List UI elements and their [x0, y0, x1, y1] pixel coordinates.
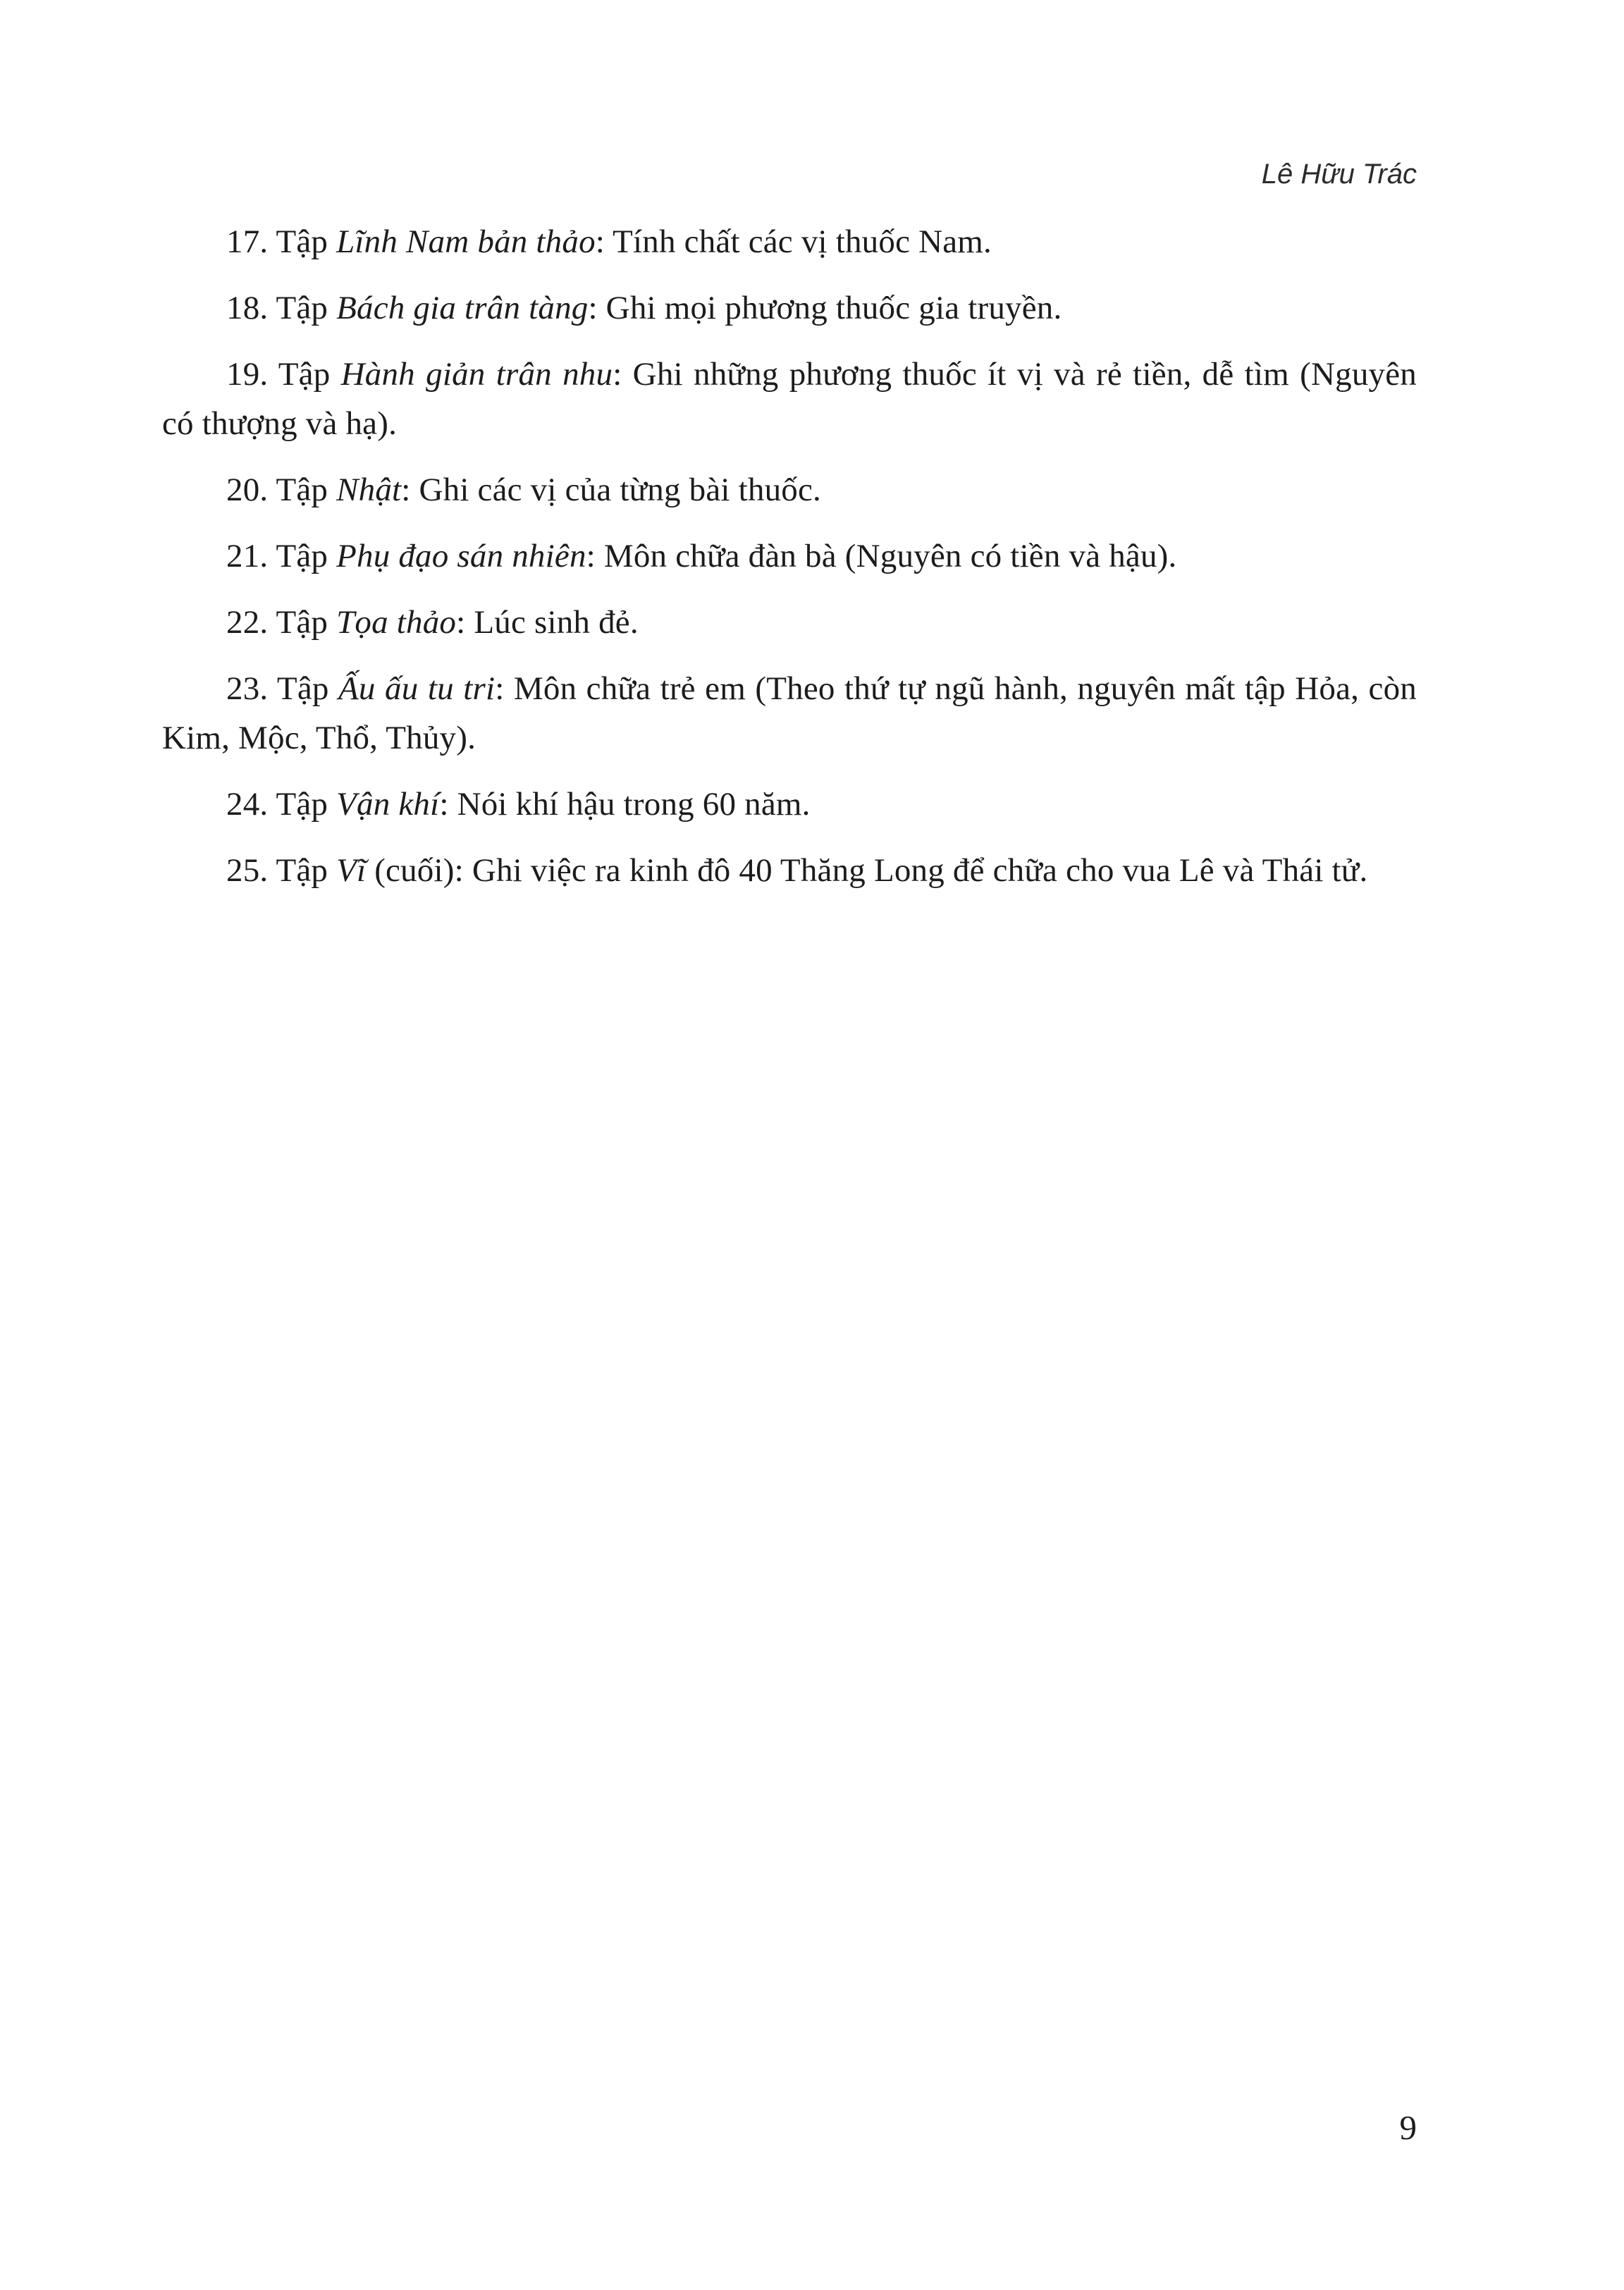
list-item	[162, 664, 1417, 763]
volume-title: Ấu ấu tu tri	[338, 670, 496, 707]
volume-title: Tọa thảo	[336, 604, 457, 641]
item-lead: 18. Tập	[226, 290, 337, 326]
volume-title: Bách gia trân tàng	[336, 290, 589, 326]
list-item	[162, 598, 1417, 647]
list-item	[162, 350, 1417, 448]
list-item	[162, 780, 1417, 829]
item-description: : Ghi những phương thuốc ít vị và rẻ tiền, dễ tìm (Nguyên có thượng và hạ).	[162, 356, 1417, 442]
item-description: : Ghi mọi phương thuốc gia truyền.	[588, 290, 1062, 326]
page-number: 9	[1399, 2108, 1417, 2147]
list-item	[162, 846, 1417, 895]
item-description: : Nói khí hậu trong 60 năm.	[439, 786, 811, 823]
item-lead: 17. Tập	[226, 223, 337, 260]
list-item	[162, 283, 1417, 333]
list-item	[162, 465, 1417, 515]
volume-title: Vận khí	[336, 786, 440, 823]
volume-title: Lĩnh Nam bản thảo	[336, 223, 596, 260]
item-lead: 23. Tập	[226, 670, 338, 707]
item-lead: 24. Tập	[226, 786, 337, 823]
item-lead: 19. Tập	[226, 356, 341, 393]
volume-list	[162, 217, 1417, 912]
item-description: : Ghi các vị của từng bài thuốc.	[401, 472, 821, 508]
item-description: : Môn chữa trẻ em (Theo thứ tự ngũ hành, nguyên mất tập Hỏa, còn Kim, Mộc, Thổ, Thủy).	[162, 670, 1417, 756]
item-lead: 25. Tập	[226, 852, 337, 889]
running-header-author: Lê Hữu Trác	[1261, 159, 1417, 190]
item-lead: 21. Tập	[226, 538, 337, 574]
list-item	[162, 217, 1417, 266]
item-description: : Môn chữa đàn bà (Nguyên có tiền và hậu).	[586, 538, 1177, 574]
item-lead: 20. Tập	[226, 472, 337, 508]
volume-title: Nhật	[336, 472, 402, 508]
item-description: : Lúc sinh đẻ.	[456, 604, 639, 641]
item-description: (cuối): Ghi việc ra kinh đô 40 Thăng Long để chữa cho vua Lê và Thái tử.	[366, 852, 1368, 889]
volume-title: Hành giản trân nhu	[340, 356, 613, 393]
list-item	[162, 531, 1417, 581]
volume-title: Vĩ	[336, 852, 367, 889]
item-description: : Tính chất các vị thuốc Nam.	[595, 223, 992, 260]
volume-title: Phụ đạo sán nhiên	[336, 538, 586, 574]
item-lead: 22. Tập	[226, 604, 337, 641]
